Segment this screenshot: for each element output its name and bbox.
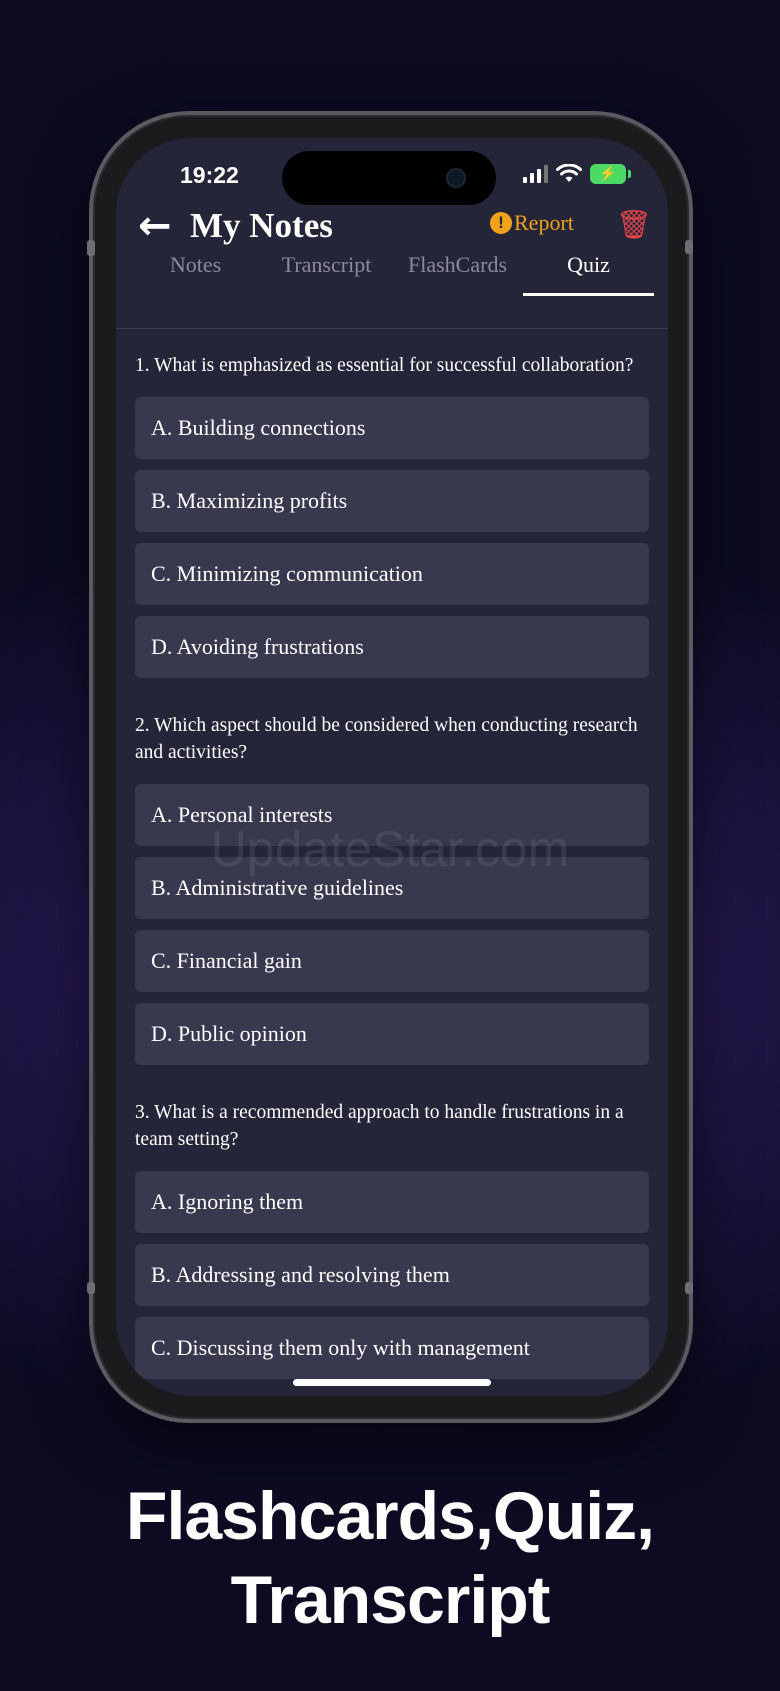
phone-side-button-right: [685, 240, 693, 254]
tab-transcript[interactable]: Transcript: [281, 252, 372, 277]
report-button[interactable]: [490, 210, 574, 236]
battery-charging-icon: ⚡: [590, 164, 626, 184]
caption-line-1: Flashcards,Quiz,: [125, 1478, 655, 1554]
answer-option[interactable]: B. Administrative guidelines: [135, 857, 649, 919]
caption-line-2: Transcript: [230, 1562, 550, 1638]
dynamic-island: [282, 151, 496, 205]
answer-option[interactable]: A. Ignoring them: [135, 1171, 649, 1233]
phone-side-button-right-2: [685, 1282, 693, 1294]
answer-option[interactable]: D. Avoiding frustrations: [135, 616, 649, 678]
alert-icon: !: [490, 212, 512, 234]
answer-option[interactable]: B. Addressing and resolving them: [135, 1244, 649, 1306]
question-text: 3. What is a recommended approach to handle frustrations in a team setting?: [135, 1102, 624, 1150]
answer-option[interactable]: C. Discussing them only with management: [135, 1317, 649, 1379]
answer-option[interactable]: A. Building connections: [135, 397, 649, 459]
answer-option[interactable]: C. Minimizing communication: [135, 543, 649, 605]
quiz-question-group: [135, 352, 649, 678]
tab-bar: [130, 246, 654, 296]
phone-side-button-left-2: [87, 1282, 95, 1294]
phone-side-button-left: [87, 240, 95, 256]
question-text: 2. Which aspect should be considered when conducting research and activities?: [135, 715, 638, 763]
status-time: 19:22: [180, 162, 239, 188]
wifi-icon: [556, 164, 582, 184]
question-text: 1. What is emphasized as essential for successful collaboration?: [135, 355, 634, 376]
promo-caption: [0, 1474, 780, 1642]
back-arrow-icon[interactable]: ←: [138, 203, 172, 249]
answer-option[interactable]: D. Public opinion: [135, 1003, 649, 1065]
quiz-question-group: [135, 1099, 649, 1379]
tab-divider: [116, 328, 668, 329]
page-title: My Notes: [190, 206, 333, 245]
answer-option[interactable]: C. Financial gain: [135, 930, 649, 992]
app-screen: [116, 138, 668, 1396]
camera-icon: [446, 168, 466, 188]
answer-option[interactable]: B. Maximizing profits: [135, 470, 649, 532]
home-indicator[interactable]: [293, 1379, 491, 1386]
cellular-signal-icon: [523, 165, 548, 183]
report-label: Report: [514, 210, 574, 235]
tab-notes[interactable]: Notes: [169, 252, 222, 277]
watermark-text: UpdateStar.com: [210, 821, 570, 877]
tab-quiz[interactable]: Quiz: [523, 246, 654, 296]
answer-option[interactable]: A. Personal interests: [135, 784, 649, 846]
trash-icon[interactable]: 🗑: [616, 208, 652, 241]
tab-flashcards[interactable]: FlashCards: [408, 252, 507, 277]
status-icons: [523, 164, 626, 184]
quiz-question-group: [135, 712, 649, 1065]
